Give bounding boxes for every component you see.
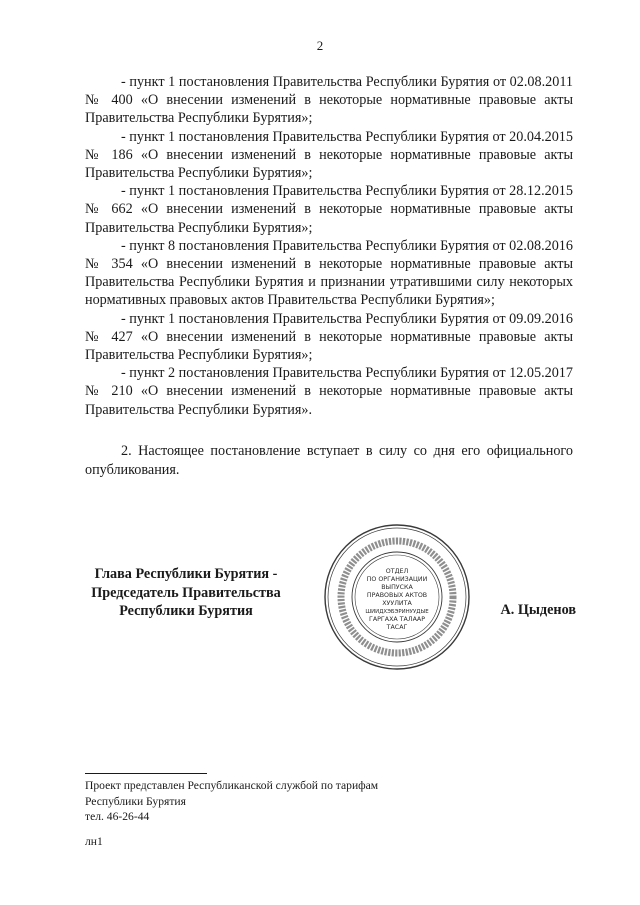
- signatory-title-line: Глава Республики Бурятия -: [94, 566, 278, 582]
- amendment-list: [85, 73, 573, 419]
- official-seal-stamp: [322, 522, 472, 672]
- seal-text-line: ВЫПУСКА: [381, 584, 413, 591]
- footnote-divider: [85, 773, 207, 774]
- signatory-title: [80, 565, 292, 621]
- seal-text-line: ГАРГАХА ТАЛААР: [368, 616, 426, 623]
- list-item: - пункт 1 постановления Правительства Республики Бурятия от 02.08.2011 № 400 «О внесении изменений в некоторые нормативные правовые акты Правительства Республики Бурятия»;: [85, 74, 573, 127]
- footnote-line: тел. 46-26-44: [85, 810, 150, 824]
- document-code: лн1: [85, 835, 103, 848]
- seal-text-line: ШИИДХЭБЭРИНУУДЫЕ: [365, 609, 429, 615]
- signatory-name: А. Цыденов: [500, 602, 576, 618]
- list-item: - пункт 2 постановления Правительства Республики Бурятия от 12.05.2017 № 210 «О внесении изменений в некоторые нормативные правовые акты Правительства Республики Бурятия».: [85, 365, 573, 418]
- seal-text-line: ОТДЕЛ: [385, 568, 409, 575]
- seal-text-line: ПРАВОВЫХ АКТОВ: [366, 592, 428, 599]
- signatory-title-line: Председатель Правительства: [91, 584, 281, 601]
- footnote-line: Республики Бурятия: [85, 794, 186, 808]
- page-number: 2: [316, 38, 324, 53]
- list-item: - пункт 8 постановления Правительства Республики Бурятия от 02.08.2016 № 354 «О внесении изменений в некоторые нормативные правовые акты Правительства Республики Бурятия и признании утратившими силу некоторых нормативных правовых актов Правительства Республики Бурятия»;: [85, 237, 573, 309]
- seal-text-line: ПО ОРГАНИЗАЦИИ: [366, 576, 428, 583]
- footnote: [85, 778, 525, 825]
- signatory-title-line: Республики Бурятия: [119, 603, 253, 620]
- seal-text-line: ХУУЛИТА: [382, 600, 412, 607]
- list-item: - пункт 1 постановления Правительства Республики Бурятия от 28.12.2015 № 662 «О внесении изменений в некоторые нормативные правовые акты Правительства Республики Бурятия»;: [85, 183, 573, 236]
- list-item: - пункт 1 постановления Правительства Республики Бурятия от 20.04.2015 № 186 «О внесении изменений в некоторые нормативные правовые акты Правительства Республики Бурятия»;: [85, 128, 573, 182]
- effective-date-paragraph: 2. Настоящее постановление вступает в силу со дня его официального опубликования.: [85, 443, 573, 478]
- footnote-line: Проект представлен Республиканской службой по тарифам: [85, 779, 379, 792]
- list-item: - пункт 1 постановления Правительства Республики Бурятия от 09.09.2016 № 427 «О внесении изменений в некоторые нормативные правовые акты Правительства Республики Бурятия»;: [85, 310, 573, 364]
- seal-text-line: ТАСАГ: [386, 624, 408, 631]
